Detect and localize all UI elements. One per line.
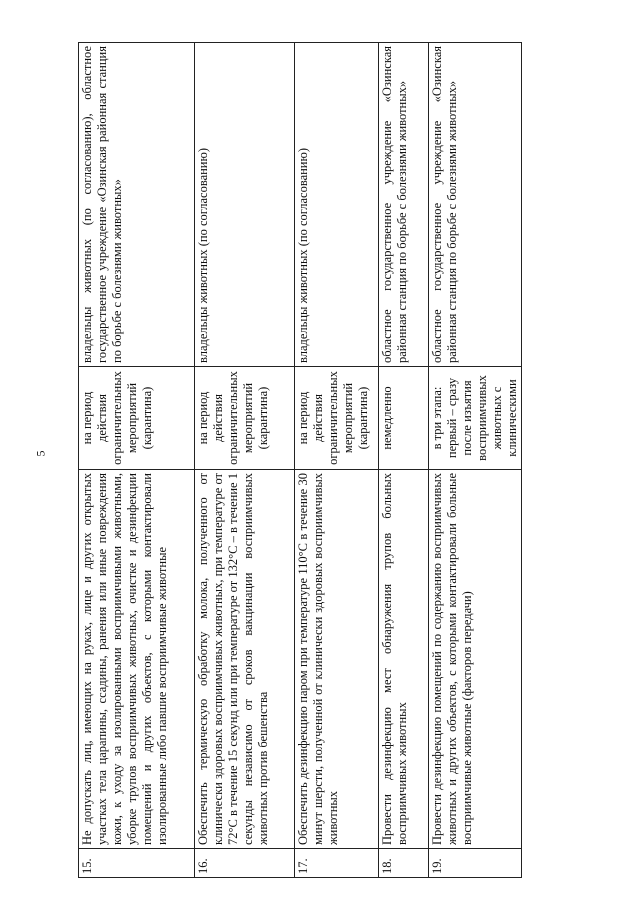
- row-number: 18.: [379, 849, 429, 878]
- measure-responsible: владельцы животных (по согласованию): [295, 43, 379, 367]
- measure-term: на период действия ограничительных мероприятий (карантина): [79, 367, 195, 470]
- page-number: 5: [33, 450, 48, 457]
- measure-responsible: областное государственное учреждение «Озинская районная станция по борьбе с болезнями животных»: [429, 43, 522, 367]
- measure-term: на период действия ограничительных мероприятий (карантина): [295, 367, 379, 470]
- measure-description: Провести дезинфекцию помещений по содержанию восприимчивых животных и других объектов, с которыми контактировали больные восприимчивые животные (факторов передачи): [429, 470, 522, 849]
- table-row: [429, 43, 522, 878]
- measure-term: в три этапа: первый – сразу после изъятия восприимчивых животных с клиническими: [429, 367, 522, 470]
- measure-term: на период действия ограничительных мероприятий (карантина): [195, 367, 295, 470]
- measure-description: Обеспечить термическую обработку молока, полученного от клинически здоровых восприимчивых животных, при температуре от 72°С в течение 15 секунд или при температуре от 132°С – в течение 1 секунды независимо от сроков вакцинации восприимчивых животных против бешенства: [195, 470, 295, 849]
- rotated-table-container: [78, 42, 548, 878]
- measure-term: немедленно: [379, 367, 429, 470]
- table-wrapper: [78, 42, 548, 878]
- measure-responsible: владельцы животных (по согласованию), областное государственное учреждение «Озинская районная станция по борьбе с болезнями животных»: [79, 43, 195, 367]
- table-row: [79, 43, 195, 878]
- table-row: [295, 43, 379, 878]
- measure-description: Обеспечить дезинфекцию паром при температуре 110°С в течение 30 минут шерсти, полученной от клинически здоровых восприимчивых животных: [295, 470, 379, 849]
- table-row: [379, 43, 429, 878]
- measure-description: Провести дезинфекцию мест обнаружения трупов больных восприимчивых животных: [379, 470, 429, 849]
- measure-responsible: областное государственное учреждение «Озинская районная станция по борьбе с болезнями животных»: [379, 43, 429, 367]
- measures-table: [78, 42, 522, 878]
- measure-description: Не допускать лиц, имеющих на руках, лице и других открытых участках тела царапины, ссадины, ранения или иные повреждения кожи, к уходу за изолированными восприимчивыми животными, уборке трупов восприимчивых животных, очистке и дезинфекции помещений и других объектов, с которыми контактировали изолированные либо павшие восприимчивые животные: [79, 470, 195, 849]
- row-number: 16.: [195, 849, 295, 878]
- row-number: 17.: [295, 849, 379, 878]
- row-number: 19.: [429, 849, 522, 878]
- table-row: [195, 43, 295, 878]
- row-number: 15.: [79, 849, 195, 878]
- measure-responsible: владельцы животных (по согласованию): [195, 43, 295, 367]
